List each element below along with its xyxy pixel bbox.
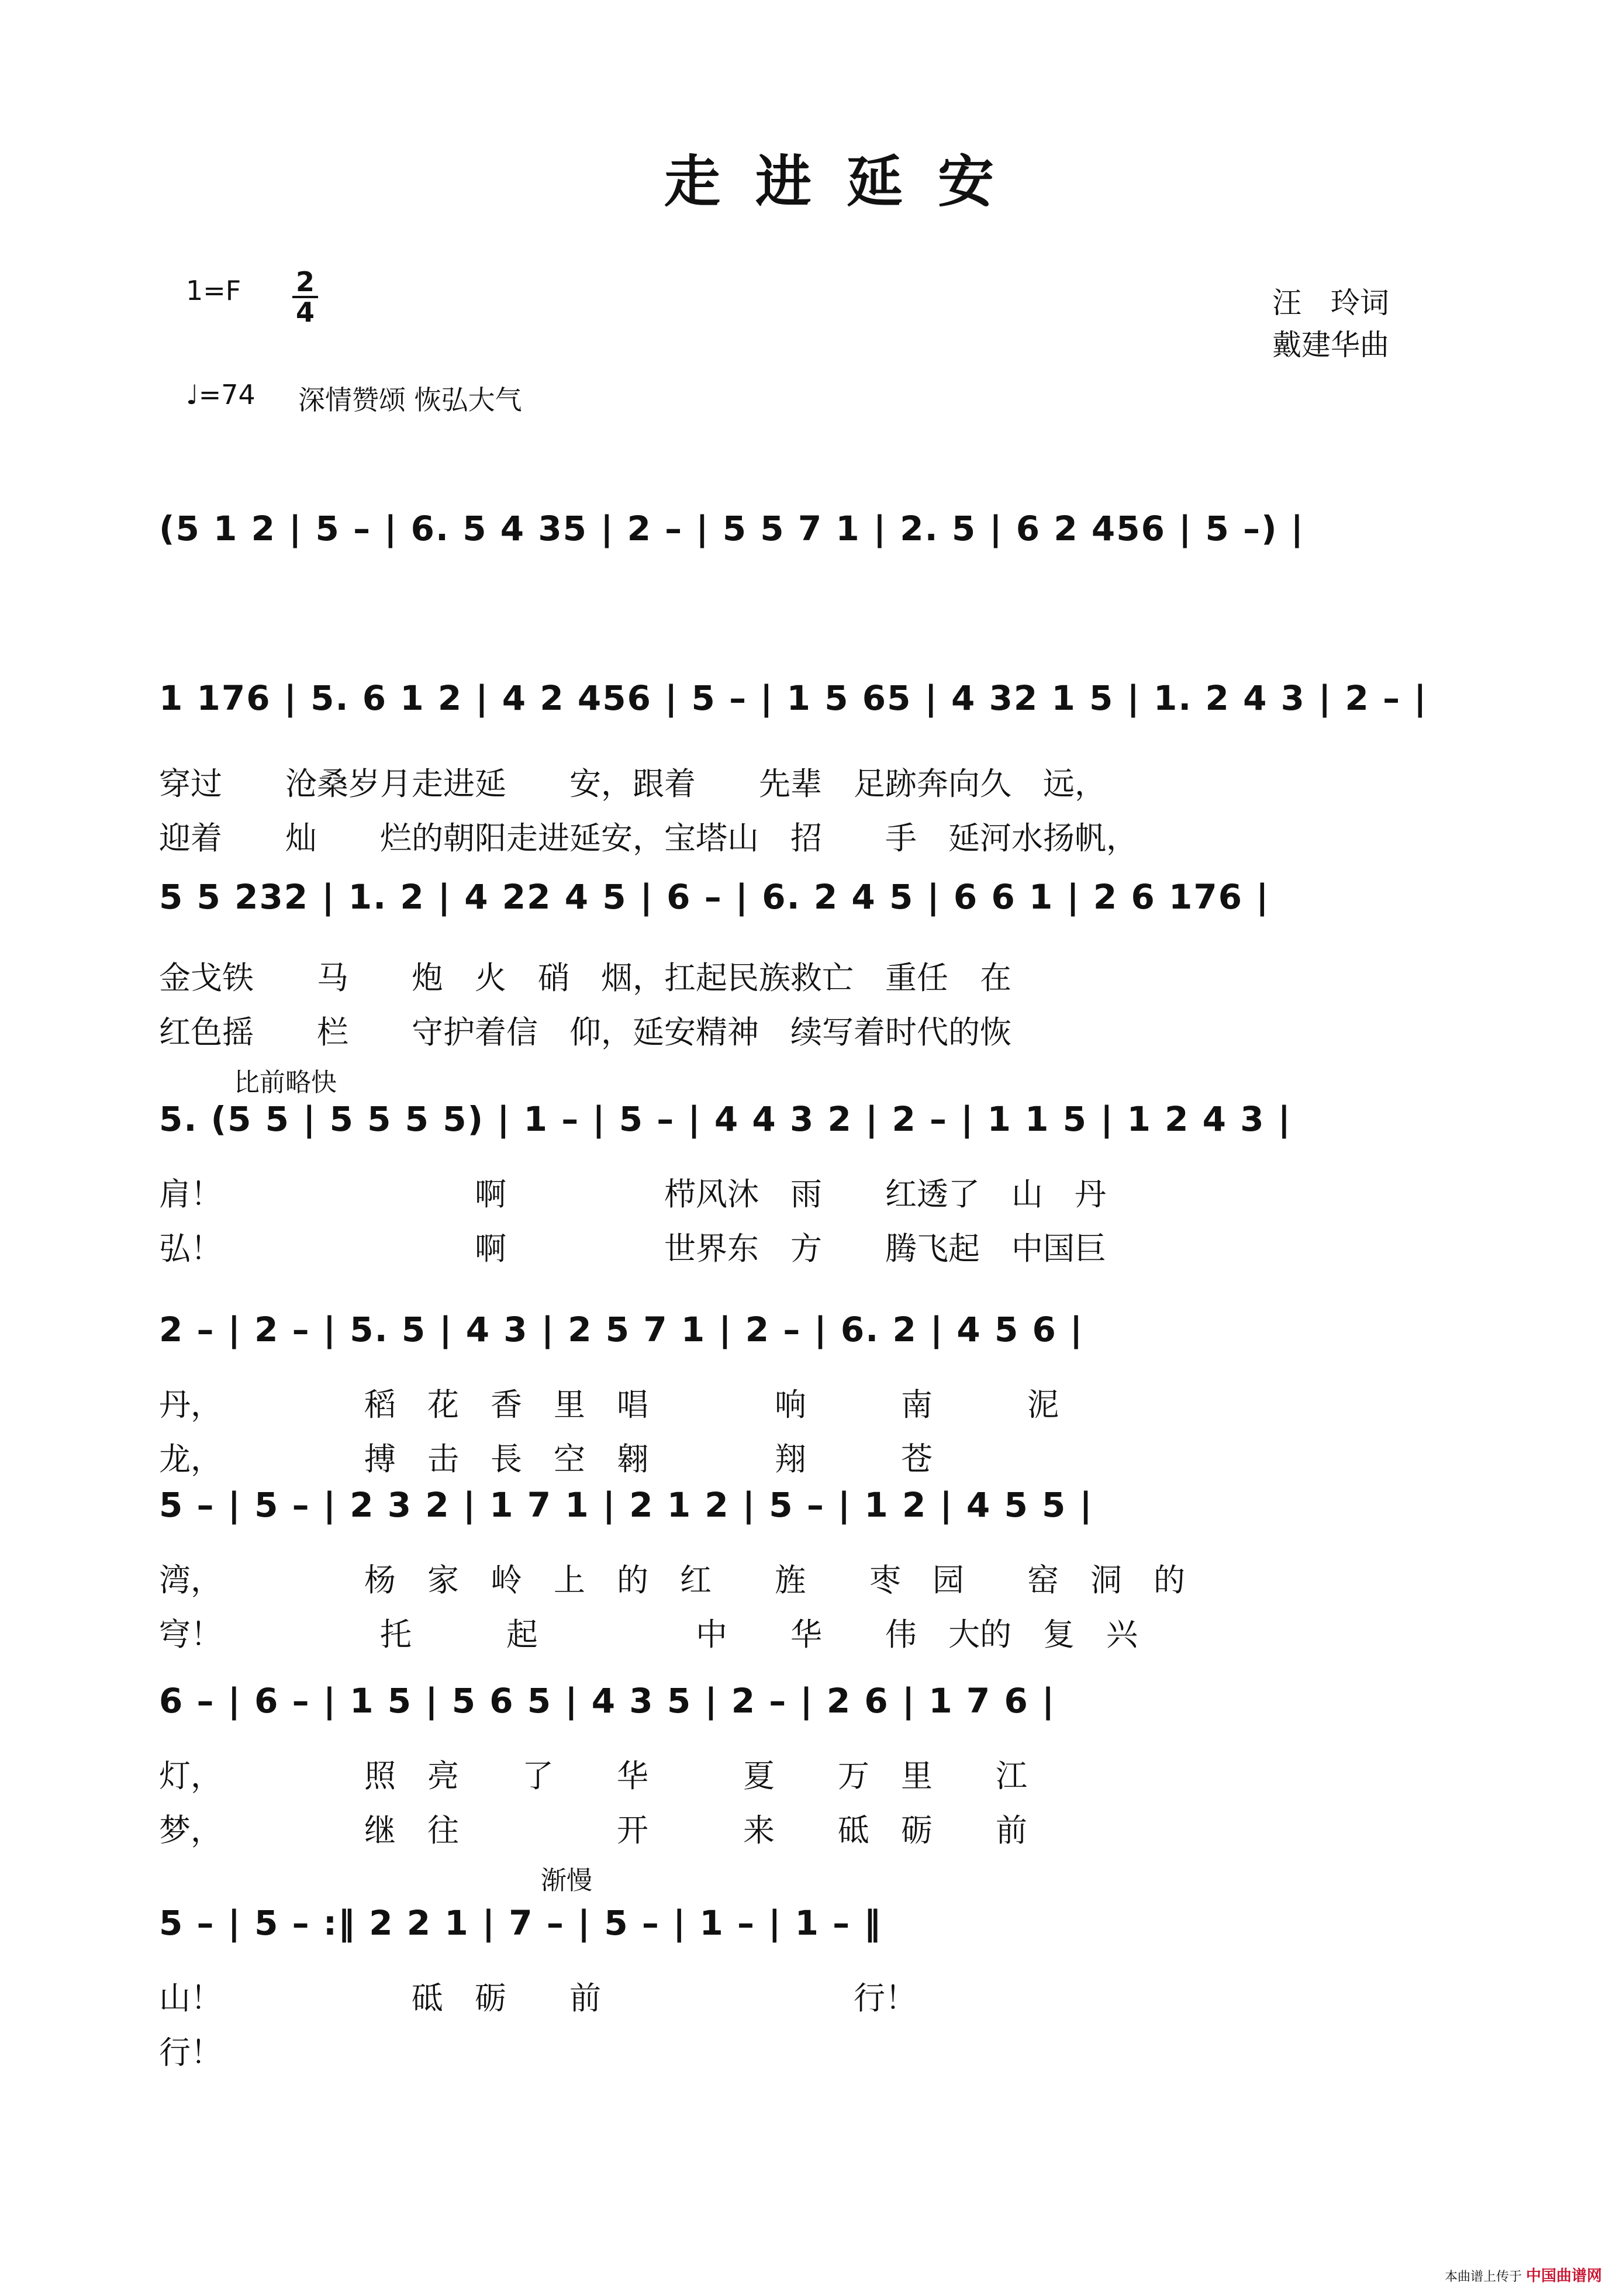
notation-line: 6 – | 6 – | 1 5 | 5 6 5 | 4 3 5 | 2 – | 2 6 | 1 7 6 |	[159, 1681, 1056, 1721]
lyrics-verse-2: 弘！ 啊 世界东 方 腾飞起 中国巨	[159, 1230, 1106, 1267]
source-footer	[1445, 2264, 1602, 2285]
lyrics-verse-2: 迎着 灿 烂的朝阳走进延安，宝塔山 招 手 延河水扬帆，	[159, 820, 1138, 857]
footer-brand-logo[interactable]: 中国曲谱网	[1525, 2267, 1602, 2285]
lyrics-verse-1: 湾， 杨 家 岭 上 的 红 旌 枣 园 窑 洞 的	[159, 1562, 1185, 1598]
score-system	[159, 678, 1480, 858]
score-system	[159, 1903, 1480, 2073]
composer-credit: 戴建华曲	[1272, 328, 1389, 362]
time-signature-top: 2	[295, 266, 315, 298]
score-system	[159, 1310, 1480, 1479]
notation-line: 5. (5 5 | 5 5 5 5) | 1 – | 5 – | 4 4 3 2 | 2 – | 1 1 5 | 1 2 4 3 |	[159, 1099, 1292, 1139]
lyrics-verse-1: 肩！ 啊 栉风沐 雨 红透了 山 丹	[159, 1176, 1106, 1213]
expression-mark: 深情赞颂 恢弘大气	[298, 384, 522, 416]
song-title: 走进延安	[664, 149, 1029, 215]
notation-line: 2 – | 2 – | 5. 5 | 4 3 | 2 5 7 1 | 2 – | 6. 2 | 4 5 6 |	[159, 1310, 1084, 1349]
lyrics-verse-2: 红色摇 栏 守护着信 仰，延安精神 续写着时代的恢	[159, 1014, 1011, 1051]
lyrics-verse-1: 灯， 照 亮 了 华 夏 万 里 江	[159, 1758, 1027, 1794]
lyrics-verse-1: 山！ 砥 砺 前 行！	[159, 1980, 917, 2017]
score-system	[159, 877, 1480, 1052]
ritardando-marking: 渐慢	[541, 1866, 592, 1896]
notation-line: 5 5 232 | 1. 2 | 4 22 4 5 | 6 – | 6. 2 4 5 | 6 6 1 | 2 6 176 |	[159, 877, 1270, 917]
lyrics-verse-2: 穹！ 托 起 中 华 伟 大的 复 兴	[159, 1616, 1138, 1653]
score-system	[159, 1485, 1480, 1655]
time-signature-bottom: 4	[292, 296, 318, 326]
time-signature	[292, 268, 318, 326]
lyrics-verse-2: 行！	[159, 2034, 222, 2071]
score-system	[159, 1099, 1480, 1269]
lyricist-credit: 汪 玲词	[1272, 286, 1389, 320]
notation-line: 5 – | 5 – :‖ 2 2 1 | 7 – | 5 – | 1 – | 1 – ‖	[159, 1903, 882, 1943]
lyrics-verse-1: 丹， 稻 花 香 里 唱 响 南 泥	[159, 1386, 1059, 1423]
key-signature: 1=F	[186, 275, 241, 306]
tempo-change-marking: 比前略快	[234, 1068, 337, 1097]
lyrics-verse-1: 穿过 沧桑岁月走进延 安，跟着 先辈 足跡奔向久 远，	[159, 765, 1106, 802]
tempo-mark: ♩=74	[186, 379, 255, 410]
notation-line: 5 – | 5 – | 2 3 2 | 1 7 1 | 2 1 2 | 5 – | 1 2 | 4 5 5 |	[159, 1485, 1093, 1525]
lyrics-verse-1: 金戈铁 马 炮 火 硝 烟，扛起民族救亡 重任 在	[159, 959, 1011, 996]
score-system	[159, 1681, 1480, 1850]
lyrics-verse-2: 龙， 搏 击 長 空 翱 翔 苍	[159, 1441, 933, 1477]
score-system	[159, 509, 1480, 548]
notation-line: 1 176 | 5. 6 1 2 | 4 2 456 | 5 – | 1 5 65 | 4 32 1 5 | 1. 2 4 3 | 2 – |	[159, 678, 1428, 718]
lyrics-verse-2: 梦， 继 往 开 来 砥 砺 前	[159, 1812, 1027, 1849]
footer-text: 本曲谱上传于	[1444, 2270, 1522, 2284]
notation-line: (5 1 2 | 5 – | 6. 5 4 35 | 2 – | 5 5 7 1 | 2. 5 | 6 2 456 | 5 –) |	[159, 509, 1304, 548]
